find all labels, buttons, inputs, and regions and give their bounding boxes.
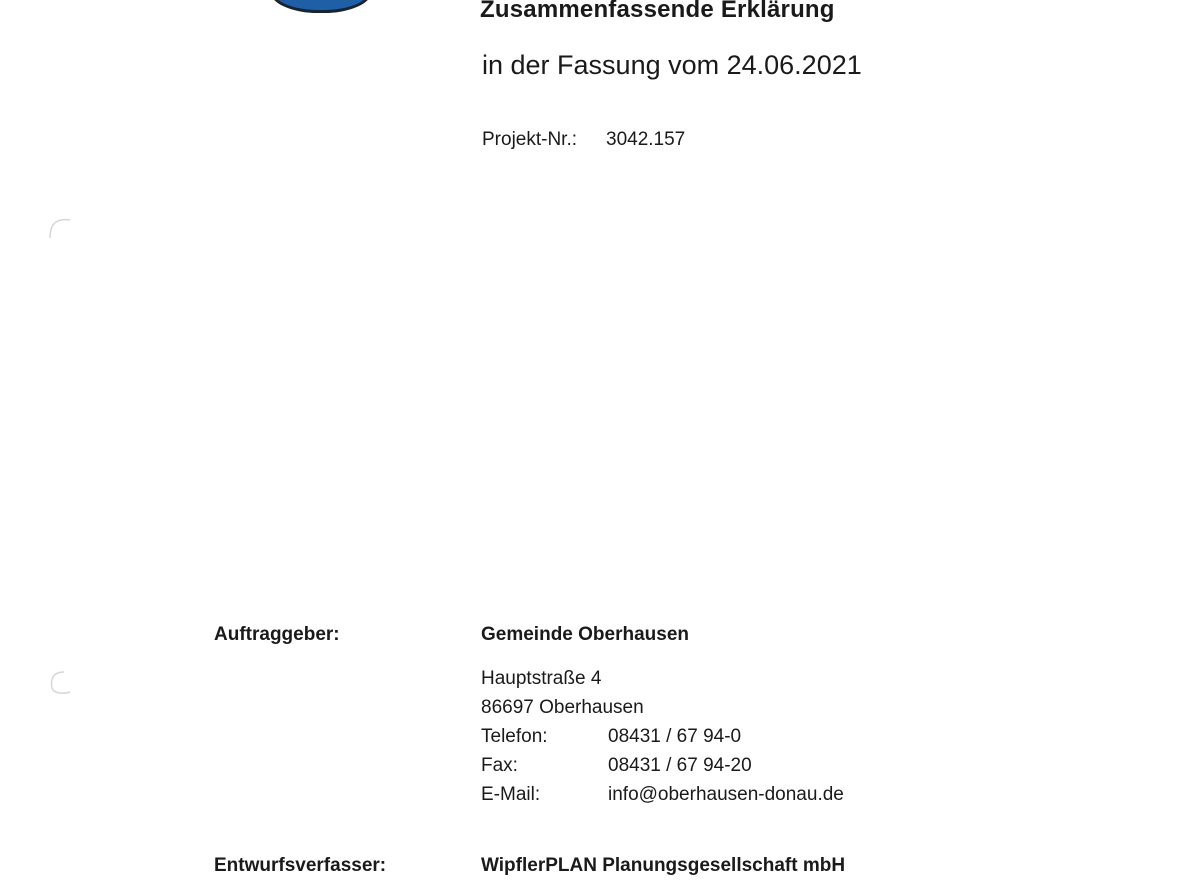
contact-label: E-Mail:	[481, 784, 541, 805]
client-city: 86697 Oberhausen	[481, 697, 644, 718]
contact-value: 08431 / 67 94-0	[608, 726, 742, 747]
contact-value: 08431 / 67 94-20	[608, 755, 752, 776]
contact-label: Telefon:	[481, 726, 548, 747]
client-section-label: Auftraggeber:	[214, 624, 340, 645]
document-title: Zusammenfassende Erklärung	[480, 0, 835, 23]
project-number-value: 3042.157	[606, 129, 686, 150]
project-number-line	[482, 129, 685, 151]
document-version: in der Fassung vom 24.06.2021	[482, 50, 862, 80]
client-street: Hauptstraße 4	[481, 668, 602, 689]
contact-row-fax	[481, 751, 844, 780]
client-name: Gemeinde Oberhausen	[481, 624, 690, 645]
contact-label: Fax:	[481, 755, 518, 776]
contact-row-phone	[481, 722, 844, 751]
project-number-label: Projekt-Nr.:	[482, 129, 578, 150]
client-address-block	[481, 664, 844, 809]
contact-row-email	[481, 780, 844, 809]
author-name: WipflerPLAN Planungsgesellschaft mbH	[481, 855, 846, 876]
punch-hole-mark	[46, 668, 74, 696]
contact-value: info@oberhausen-donau.de	[608, 784, 844, 805]
punch-hole-mark	[46, 216, 74, 244]
author-section-label: Entwurfsverfasser:	[214, 855, 387, 876]
municipality-logo	[270, 0, 372, 13]
